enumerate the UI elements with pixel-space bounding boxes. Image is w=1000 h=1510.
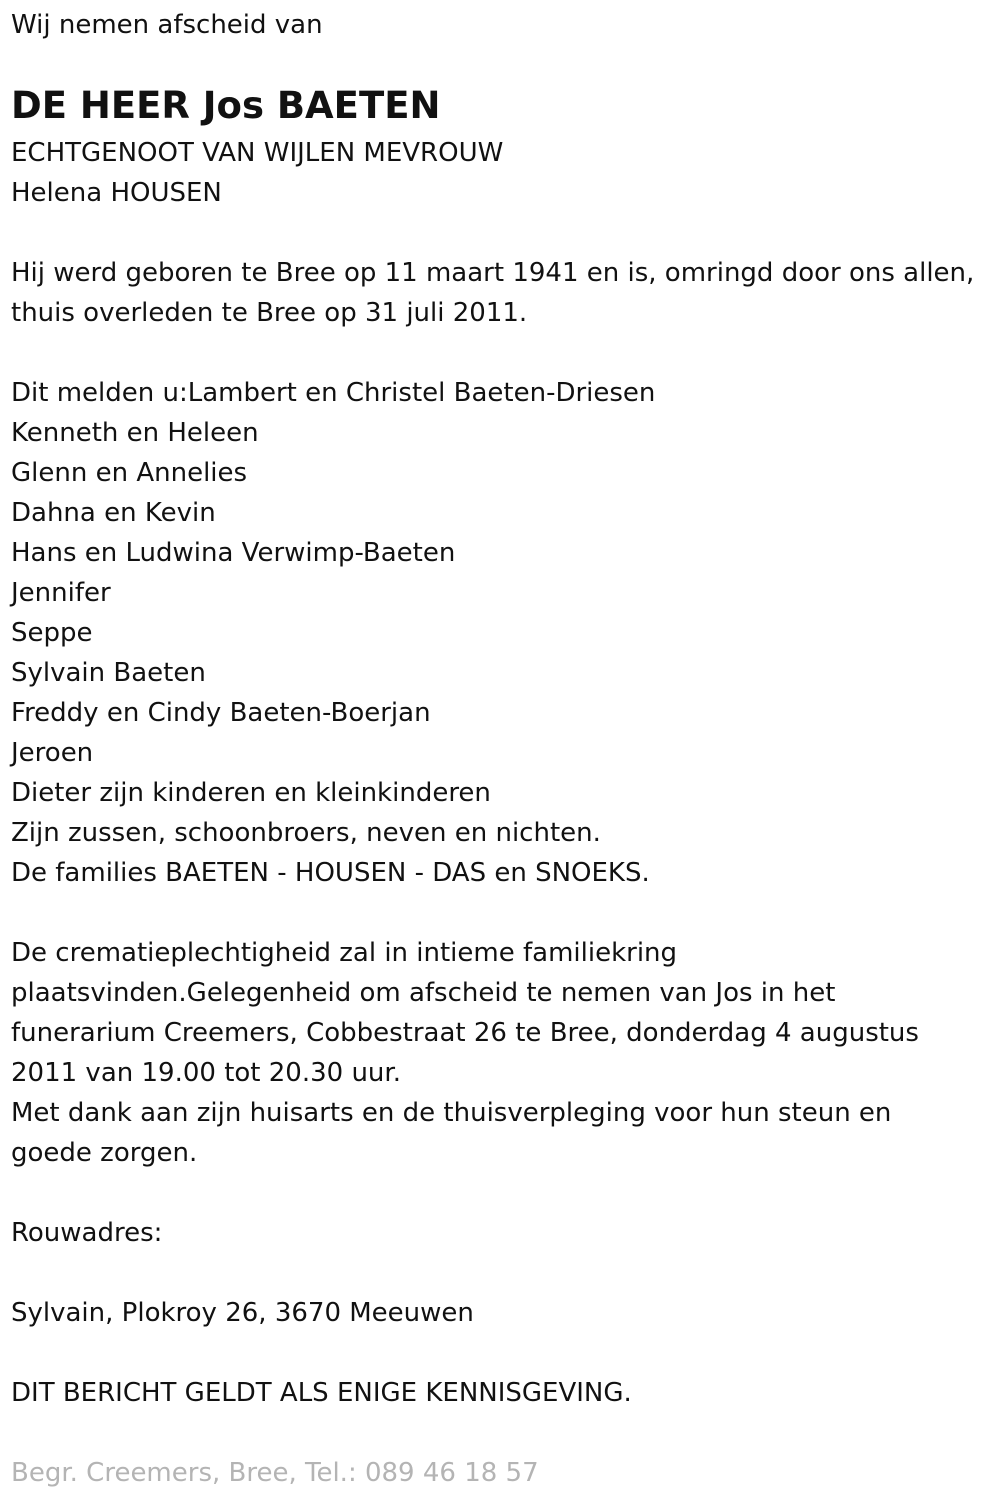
family-line: Zijn zussen, schoonbroers, neven en nichten.	[11, 818, 601, 848]
mourning-address-block	[11, 1293, 474, 1333]
mourning-address-label-block	[11, 1213, 162, 1253]
family-line: Dieter zijn kinderen en kleinkinderen	[11, 778, 491, 808]
mourning-address: Sylvain, Plokroy 26, 3670 Meeuwen	[11, 1298, 474, 1328]
family-line: Kenneth en Heleen	[11, 418, 259, 448]
family-line: De families BAETEN - HOUSEN - DAS en SNOEKS.	[11, 858, 650, 888]
family-line: Sylvain Baeten	[11, 658, 206, 688]
undertaker-contact: Begr. Creemers, Bree, Tel.: 089 46 18 57	[11, 1458, 539, 1488]
family-line: Seppe	[11, 618, 93, 648]
ceremony-line: plaatsvinden.Gelegenheid om afscheid te nemen van Jos in het	[11, 978, 836, 1008]
mourning-address-label: Rouwadres:	[11, 1218, 163, 1248]
family-list	[11, 373, 655, 893]
family-line: Dit melden u:Lambert en Christel Baeten-Driesen	[11, 378, 656, 408]
family-line: Freddy en Cindy Baeten-Boerjan	[11, 698, 431, 728]
family-line: Hans en Ludwina Verwimp-Baeten	[11, 538, 456, 568]
birth-line: Hij werd geboren te Bree op 11 maart 1941 en is, omringd door ons allen,	[11, 258, 975, 288]
footer-block	[11, 1453, 539, 1493]
spouse-name: Helena HOUSEN	[11, 178, 222, 208]
spouse-block	[11, 133, 503, 213]
family-line: Glenn en Annelies	[11, 458, 248, 488]
notice-block	[11, 1373, 632, 1413]
family-line: Jeroen	[11, 738, 94, 768]
ceremony-line: goede zorgen.	[11, 1138, 198, 1168]
ceremony-line: Met dank aan zijn huisarts en de thuisverpleging voor hun steun en	[11, 1098, 892, 1128]
ceremony-line: funerarium Creemers, Cobbestraat 26 te Bree, donderdag 4 augustus	[11, 1018, 919, 1048]
sole-notice-text: DIT BERICHT GELDT ALS ENIGE KENNISGEVING.	[11, 1378, 632, 1408]
ceremony-line: De crematieplechtigheid zal in intieme familiekring	[11, 938, 678, 968]
spouse-line: ECHTGENOOT VAN WIJLEN MEVROUW	[11, 138, 504, 168]
ceremony-line: 2011 van 19.00 tot 20.30 uur.	[11, 1058, 401, 1088]
death-line: thuis overleden te Bree op 31 juli 2011.	[11, 298, 528, 328]
deceased-name: DE HEER Jos BAETEN	[11, 84, 441, 127]
family-line: Jennifer	[11, 578, 111, 608]
birth-death-paragraph	[11, 253, 974, 333]
ceremony-paragraph	[11, 933, 919, 1173]
intro-text: Wij nemen afscheid van	[11, 10, 323, 40]
family-line: Dahna en Kevin	[11, 498, 216, 528]
